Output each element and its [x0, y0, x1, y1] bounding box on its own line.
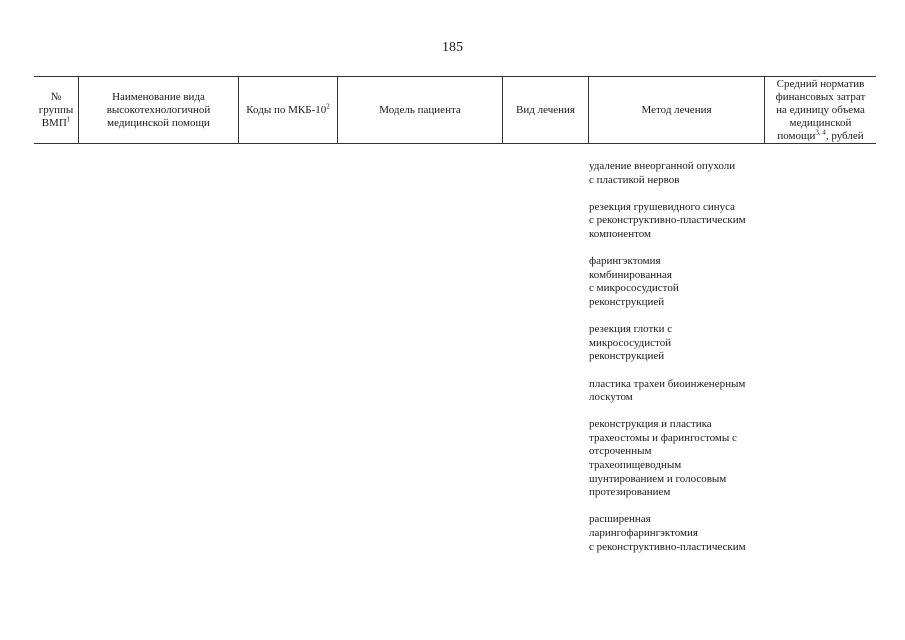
header-vmp-name: Наименование вида высокотехнологичной медицинской помощи: [78, 77, 238, 144]
header-financial-norm: Средний норматив финансовых затрат на единицу объема медицинской помощи$^{3, 4}$, рублей: [764, 77, 876, 144]
header-mkb-codes: Коды по МКБ-$10^2$: [238, 77, 337, 144]
page-number: 185: [442, 40, 463, 55]
header-treatment-method: Метод лечения: [588, 77, 764, 144]
table-header: [34, 76, 876, 144]
method-item: фарингэктомия комбинированная с микрососудистой реконструкцией: [589, 255, 679, 308]
method-item: реконструкция и пластика трахеостомы и фарингостомы с отсроченным трахеопищеводным шунтированием и голосовым протезированием: [589, 418, 737, 499]
method-item: резекция глотки с микрососудистой реконструкцией: [589, 323, 673, 363]
method-item: расширенная ларингофарингэктомия с реконструктивно-пластическим: [589, 513, 746, 553]
method-item: удаление внеорганной опухоли с пластикой нервов: [589, 160, 736, 186]
method-item: резекция грушевидного синуса с реконструктивно-пластическим компонентом: [589, 200, 746, 240]
method-item: пластика трахеи биоинженерным лоскутом: [589, 377, 746, 404]
treatment-method-cell: [589, 160, 769, 568]
header-group-number: № группы ВМП$^1$: [38, 91, 74, 129]
header-treatment-type: Вид лечения: [502, 77, 588, 144]
header-patient-model: Модель пациента: [337, 77, 502, 144]
